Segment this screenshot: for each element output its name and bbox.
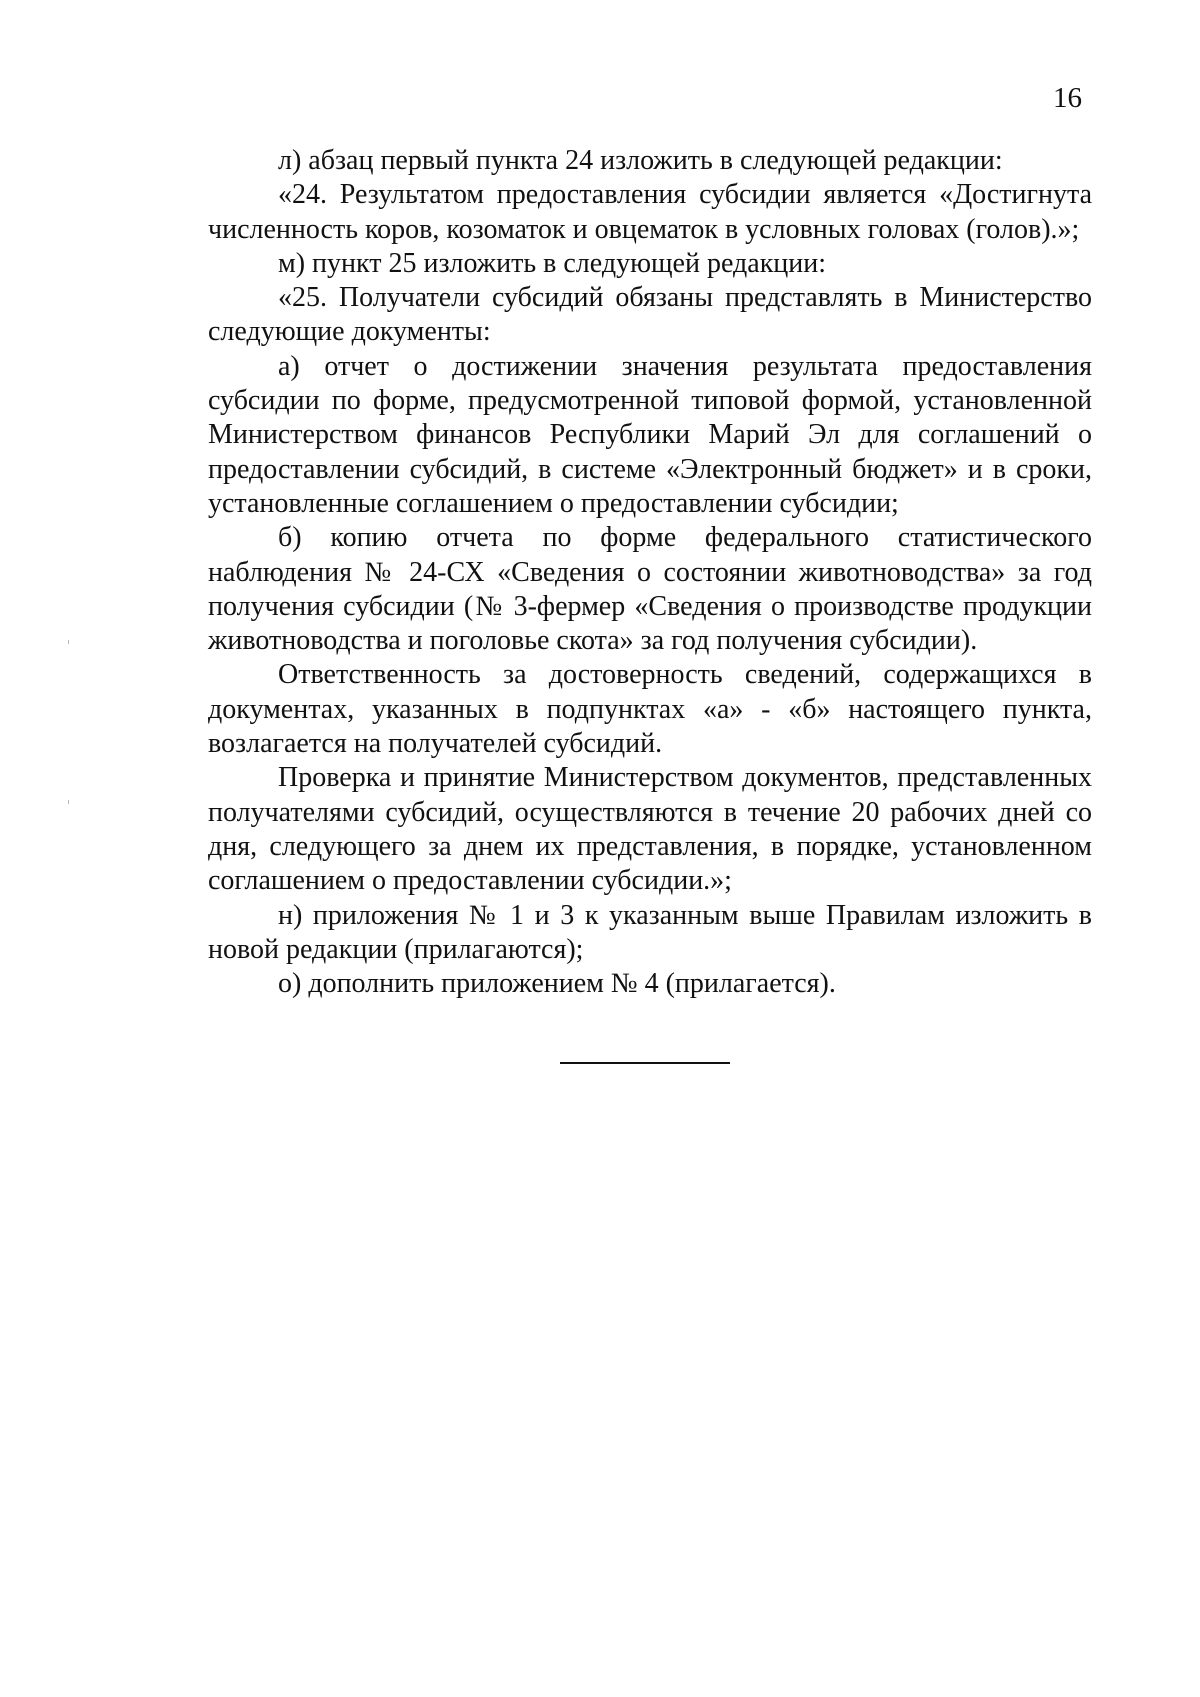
end-rule: [560, 1062, 730, 1064]
page-number: 16: [1053, 82, 1082, 114]
paragraph-item-m: м) пункт 25 изложить в следующей редакции:: [278, 247, 827, 279]
paragraph-item-l: л) абзац первый пункта 24 изложить в следующей редакции:: [278, 145, 1003, 176]
paragraph-subitem-b: б) копию отчета по форме федерального статистического наблюдения № 24-СХ «Сведения о состоянии животноводства» за год получения субсидии (№ 3-фермер «Сведения о производстве продукции животноводства и поголовье скота» за год получения субсидии).: [208, 522, 1092, 657]
scan-mark: [68, 800, 69, 804]
document-body: [208, 144, 1092, 1001]
paragraph-verification: Проверка и принятие Министерством документов, представленных получателями субсидий, осуществляются в течение 20 рабочих дней со дня, следующего за днем их представления, в порядке, установленном соглашением о предоставлении субсидии.»;: [208, 762, 1092, 897]
scan-mark: [68, 640, 69, 644]
paragraph-responsibility: Ответственность за достоверность сведений, содержащихся в документах, указанных в подпунктах «а» - «б» настоящего пункта, возлагается на получателей субсидий.: [208, 659, 1092, 760]
paragraph-item-o: о) дополнить приложением № 4 (прилагается).: [278, 968, 836, 1000]
paragraph-point-24: «24. Результатом предоставления субсидии является «Достигнута численность коров, козоматок и овцематок в условных головах (голов).»;: [208, 179, 1092, 245]
paragraph-point-25: «25. Получатели субсидий обязаны представлять в Министерство следующие документы:: [208, 282, 1092, 348]
paragraph-subitem-a: а) отчет о достижении значения результата предоставления субсидии по форме, предусмотренной типовой формой, установленной Министерством финансов Республики Марий Эл для соглашений о предоставлении субсидий, в системе «Электронный бюджет» и в сроки, установленные соглашением о предоставлении субсидии;: [208, 350, 1092, 519]
paragraph-item-n: н) приложения № 1 и 3 к указанным выше Правилам изложить в новой редакции (прилагаются);: [208, 899, 1092, 965]
